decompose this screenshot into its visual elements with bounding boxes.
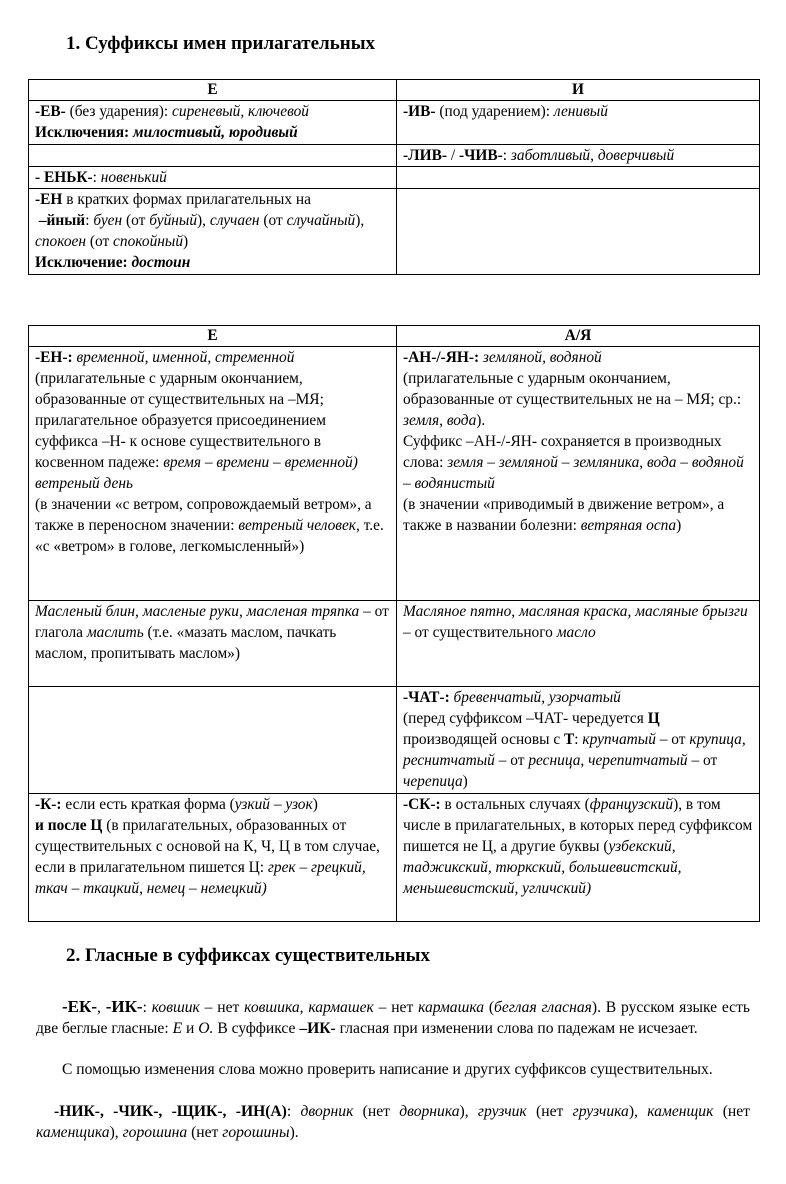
table2-cell-sk [397, 794, 760, 922]
table1-header-left: Е [29, 80, 397, 101]
example: крупица, реснитчатый [403, 731, 746, 769]
suffix-k: -К-: [35, 796, 62, 813]
example: горошина [122, 1124, 188, 1141]
example: черепица [403, 773, 463, 790]
text: ). [289, 1124, 299, 1141]
rule-text: (без ударения): [65, 103, 173, 120]
text: (нет [187, 1124, 223, 1141]
rule-text: (прилагательные с ударным окончанием, образованные от существительных на –МЯ; прилагательное образуется присоединением суффикса –Н- к основе существительного в косвенном падеже: [35, 370, 326, 471]
suffix-en: -ЕН [35, 191, 63, 208]
exception-label: Исключения: [35, 124, 134, 141]
example: земля, вода [403, 412, 477, 429]
example: случайный [286, 212, 356, 229]
table1-cell-iv [397, 101, 760, 145]
table2-cell-chat [397, 687, 760, 794]
text: ), [109, 1124, 123, 1141]
example: маслить [86, 624, 144, 641]
example: буйный [149, 212, 198, 229]
exception-words: милостивый, юродивый [133, 124, 298, 141]
text: ) [462, 773, 468, 790]
example: ветреный человек [238, 517, 357, 534]
text: ), [459, 1103, 478, 1120]
table1-cell-ev [29, 101, 397, 145]
text: – от [687, 752, 718, 769]
text: ) [183, 233, 189, 250]
example: буен [93, 212, 123, 229]
table2-cell-en [29, 347, 397, 601]
example: спокойный [113, 233, 184, 250]
suffix-en: -ЕН-: [35, 349, 73, 366]
suffix-sk: -СК-: [403, 796, 441, 813]
table1-cell-en-short [29, 189, 397, 275]
example: ветреный день [35, 475, 133, 492]
example: Масленый блин, масленые руки, масленая тряпка [35, 603, 360, 620]
suffix-ek: -ЕК- [62, 997, 97, 1016]
text: в остальных случаях ( [440, 796, 590, 813]
text: – от [655, 731, 690, 748]
suffix-chiv: -ЧИВ- [458, 147, 503, 164]
examples: сиреневый, ключевой [172, 103, 309, 120]
example: О. [198, 1020, 214, 1037]
section1-heading: 1. Суффиксы имен прилагательных [66, 33, 376, 54]
example: грузчика [572, 1103, 629, 1120]
suffix-enk: - ЕНЬК- [35, 169, 93, 186]
example: французский [589, 796, 674, 813]
table1-header-right: И [397, 80, 760, 101]
exception-word: достоин [131, 254, 191, 271]
exception-label: Исключение: [35, 254, 132, 271]
text: – от существительного [403, 624, 557, 641]
table2-header-right: А/Я [397, 326, 760, 347]
example: каменщика [36, 1124, 110, 1141]
suffix-ik: -ИК- [105, 997, 143, 1016]
suffix-ik: –ИК- [299, 1020, 336, 1037]
text: (нет [713, 1103, 750, 1120]
text: В суффиксе [213, 1020, 300, 1037]
separator: / [446, 147, 459, 164]
table2-cell-empty [29, 687, 397, 794]
text: – нет [199, 999, 245, 1016]
example: случаен [209, 212, 260, 229]
suffix-chat: -ЧАТ-: [403, 689, 450, 706]
example: ковшик [151, 999, 200, 1016]
text: – нет [373, 999, 419, 1016]
example: каменщик [647, 1103, 714, 1120]
example: земля – земляной – земляника, вода – водяной – водянистый [403, 454, 744, 492]
example: Масляное пятно, масляная краска, масляные брызги [403, 603, 748, 620]
example: беглая гласная [494, 999, 592, 1016]
text: (от [259, 212, 287, 229]
table2-header-left: Е [29, 326, 397, 347]
table-suffixes-en-an [28, 325, 760, 922]
text: – от [494, 752, 529, 769]
rule-text: (в значении «с ветром, сопровождаемый ветром», а также в переносном значении: [35, 496, 372, 534]
text: , [97, 999, 106, 1016]
text: (в прилагательных, образованных от существительных с основой на К, Ч, Ц в том случае, если в прилагательном пишется Ц: [35, 817, 380, 876]
text: ). В русском языке есть две беглые гласные: [36, 999, 751, 1037]
table2-cell-maslyany [397, 601, 760, 687]
example: время – времени – временной) [163, 454, 358, 471]
table1-cell-empty [29, 145, 397, 167]
paragraph-ek-ik [36, 996, 750, 1039]
paragraph-nik-chik [36, 1101, 750, 1143]
text: (от [86, 233, 114, 250]
text: ), [355, 212, 365, 229]
examples: земляной, водяной [479, 349, 602, 366]
colon: : [92, 169, 101, 186]
example: масло [556, 624, 596, 641]
example: ковшика, кармашек [244, 999, 374, 1016]
text: ), в том числе в прилагательных, в которых перед суффиксом пишется не Ц, а другие буквы ( [403, 796, 753, 855]
example: грузчик [477, 1103, 527, 1120]
section2-heading: 2. Гласные в суффиксах существительных [66, 945, 430, 966]
letter: Ц [647, 710, 660, 727]
example: горошины [222, 1124, 290, 1141]
colon: : [85, 212, 94, 229]
colon: : [502, 147, 511, 164]
example: кармашка [418, 999, 485, 1016]
example: дворника [399, 1103, 460, 1120]
rule-text: , т.е. «с «ветром» в голове, легкомысленный») [35, 517, 384, 555]
text: ). [476, 412, 486, 429]
suffix-iv: -ИВ- [403, 103, 436, 120]
text: ) [312, 796, 318, 813]
paragraph-check: С помощью изменения слова можно проверить написание и других суффиксов существительных. [62, 1061, 713, 1078]
text: производящей основы с [403, 731, 565, 748]
text: и [182, 1020, 199, 1037]
example: дворник [300, 1103, 354, 1120]
example: спокоен [35, 233, 86, 250]
table1-cell-liv-chiv [397, 145, 760, 167]
rule-text: (в значении «приводимый в движение ветром», а также в названии болезни: [403, 496, 725, 534]
text: (нет [526, 1103, 573, 1120]
suffix-ev: -ЕВ- [35, 103, 66, 120]
example: грек – грецкий, ткач – ткацкий, немец – немецкий) [35, 859, 366, 897]
suffix-an-yan: -АН-/-ЯН-: [403, 349, 480, 366]
table1-cell-enk [29, 167, 397, 189]
rule-after-ts: и после Ц [35, 817, 103, 834]
text: ) [676, 517, 682, 534]
examples: заботливый, доверчивый [510, 147, 675, 164]
text: гласная при изменении слова по падежам не исчезает. [335, 1020, 698, 1037]
suffix-liv: -ЛИВ- [403, 147, 447, 164]
rule-text: (прилагательные с ударным окончанием, образованные от существительных не на – МЯ; ср.: [403, 370, 742, 408]
table2-cell-an-yan [397, 347, 760, 601]
table2-cell-masleny [29, 601, 397, 687]
examples: временной, именной, стременной [72, 349, 295, 366]
text: ( [484, 999, 495, 1016]
examples: бревенчатый, узорчатый [449, 689, 621, 706]
example: крупчатый [582, 731, 656, 748]
table2-cell-k [29, 794, 397, 922]
text: ), [197, 212, 210, 229]
example: узкий – узок [234, 796, 313, 813]
suffixes-nik-chik-shchik-in: -НИК-, -ЧИК-, -ЩИК-, -ИН(А) [54, 1103, 287, 1120]
text: (т.е. «мазать маслом, пачкать маслом, пропитывать маслом») [35, 624, 337, 662]
text: : [286, 1103, 301, 1120]
example: ресница, черепитчатый [528, 752, 688, 769]
letter: Т [564, 731, 575, 748]
text: ), [628, 1103, 648, 1120]
rule-text: Суффикс –АН-/-ЯН- сохраняется в производных слова: [403, 433, 722, 471]
text: : [142, 999, 152, 1016]
text: (нет [353, 1103, 400, 1120]
example: Е [172, 1020, 183, 1037]
example: узбекский, таджикский, тюркский, большевистский, меньшевистский, угличский) [403, 838, 682, 897]
table1-cell-empty [397, 189, 760, 275]
rule-text: (под ударением): [435, 103, 554, 120]
text: если есть краткая форма ( [61, 796, 235, 813]
examples: ленивый [553, 103, 608, 120]
examples: новенький [100, 169, 167, 186]
table1-cell-empty [397, 167, 760, 189]
text: – от глагола [35, 603, 389, 641]
text: (перед суффиксом –ЧАТ- чередуется [403, 710, 648, 727]
text: : [574, 731, 583, 748]
ending-yny: –йный [38, 212, 86, 229]
rule-text: в кратких формах прилагательных на [62, 191, 311, 208]
table-suffixes-ev-iv [28, 79, 760, 275]
text: (от [122, 212, 150, 229]
example: ветряная оспа [580, 517, 677, 534]
